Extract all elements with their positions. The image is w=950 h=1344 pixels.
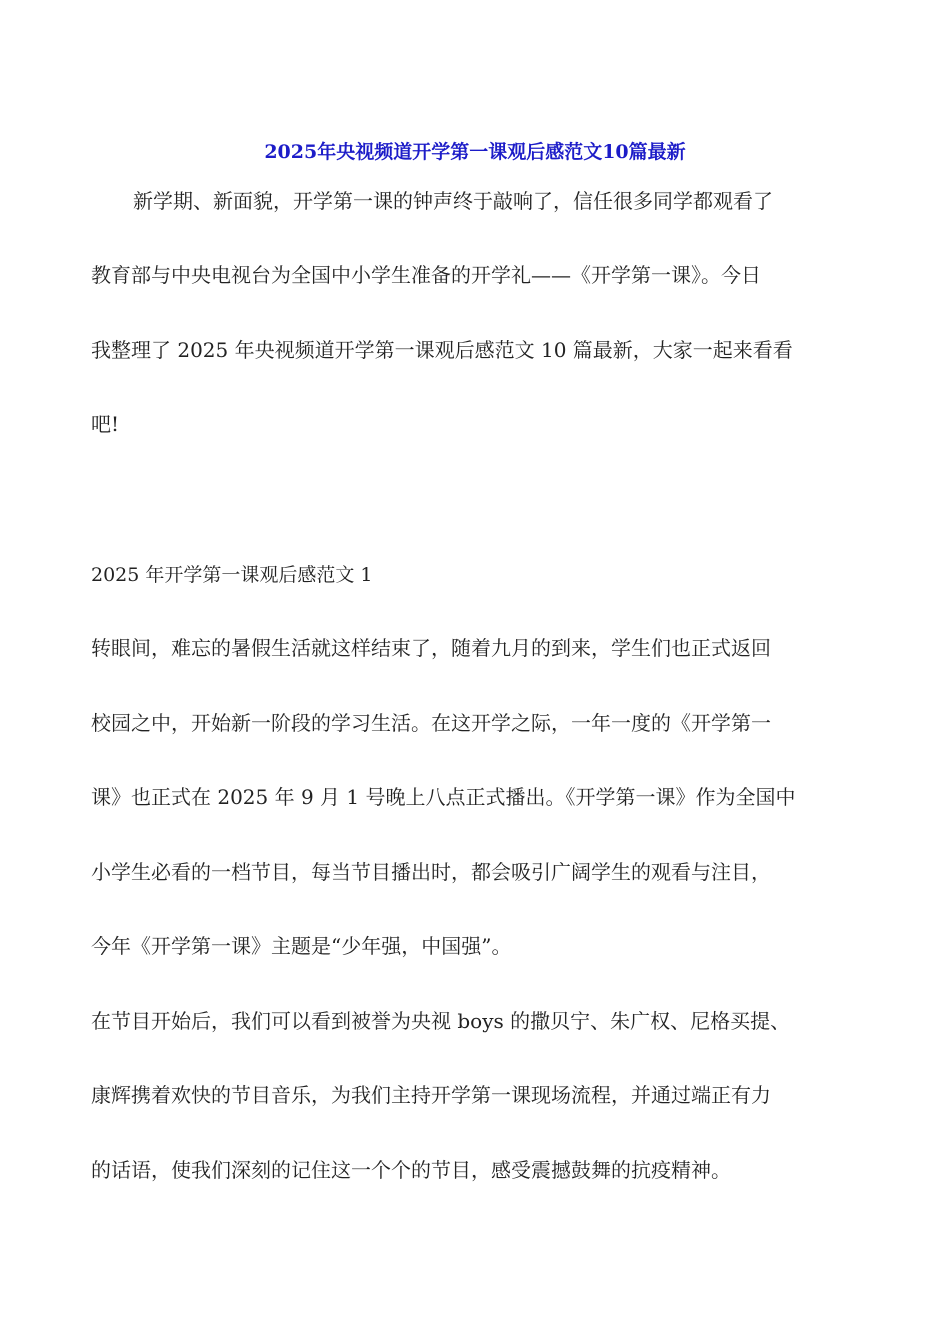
- intro-line-1: 新学期、新面貌，开学第一课的钟声终于敲响了，信任很多同学都观看了: [133, 189, 773, 213]
- intro-line-2: 教育部与中央电视台为全国中小学生准备的开学礼——《开学第一课》。今日: [91, 263, 761, 287]
- section-heading: 2025 年开学第一课观后感范文 1: [91, 564, 373, 586]
- para1-line-1: 转眼间，难忘的暑假生活就这样结束了，随着九月的到来，学生们也正式返回: [91, 636, 771, 660]
- para2-line-3: 的话语，使我们深刻的记住这一个个的节目，感受震撼鼓舞的抗疫精神。: [91, 1158, 731, 1182]
- document-title: 2025年央视频道开学第一课观后感范文10篇最新: [264, 141, 686, 163]
- para1-line-4: 小学生必看的一档节目，每当节目播出时，都会吸引广阔学生的观看与注目，: [91, 860, 771, 884]
- para2-line-1: 在节目开始后，我们可以看到被誉为央视 boys 的撒贝宁、朱广权、尼格买提、: [91, 1009, 791, 1033]
- para1-line-3: 课》也正式在 2025 年 9 月 1 号晚上八点正式播出。《开学第一课》作为全国中: [91, 785, 796, 809]
- intro-line-4: 吧!: [91, 412, 120, 436]
- para1-line-5: 今年《开学第一课》主题是“少年强，中国强”。: [91, 934, 512, 958]
- para2-line-2: 康辉携着欢快的节目音乐，为我们主持开学第一课现场流程，并通过端正有力: [91, 1083, 771, 1107]
- para1-line-2: 校园之中，开始新一阶段的学习生活。在这开学之际，一年一度的《开学第一: [91, 711, 771, 735]
- intro-line-3: 我整理了 2025 年央视频道开学第一课观后感范文 10 篇最新，大家一起来看看: [91, 338, 793, 362]
